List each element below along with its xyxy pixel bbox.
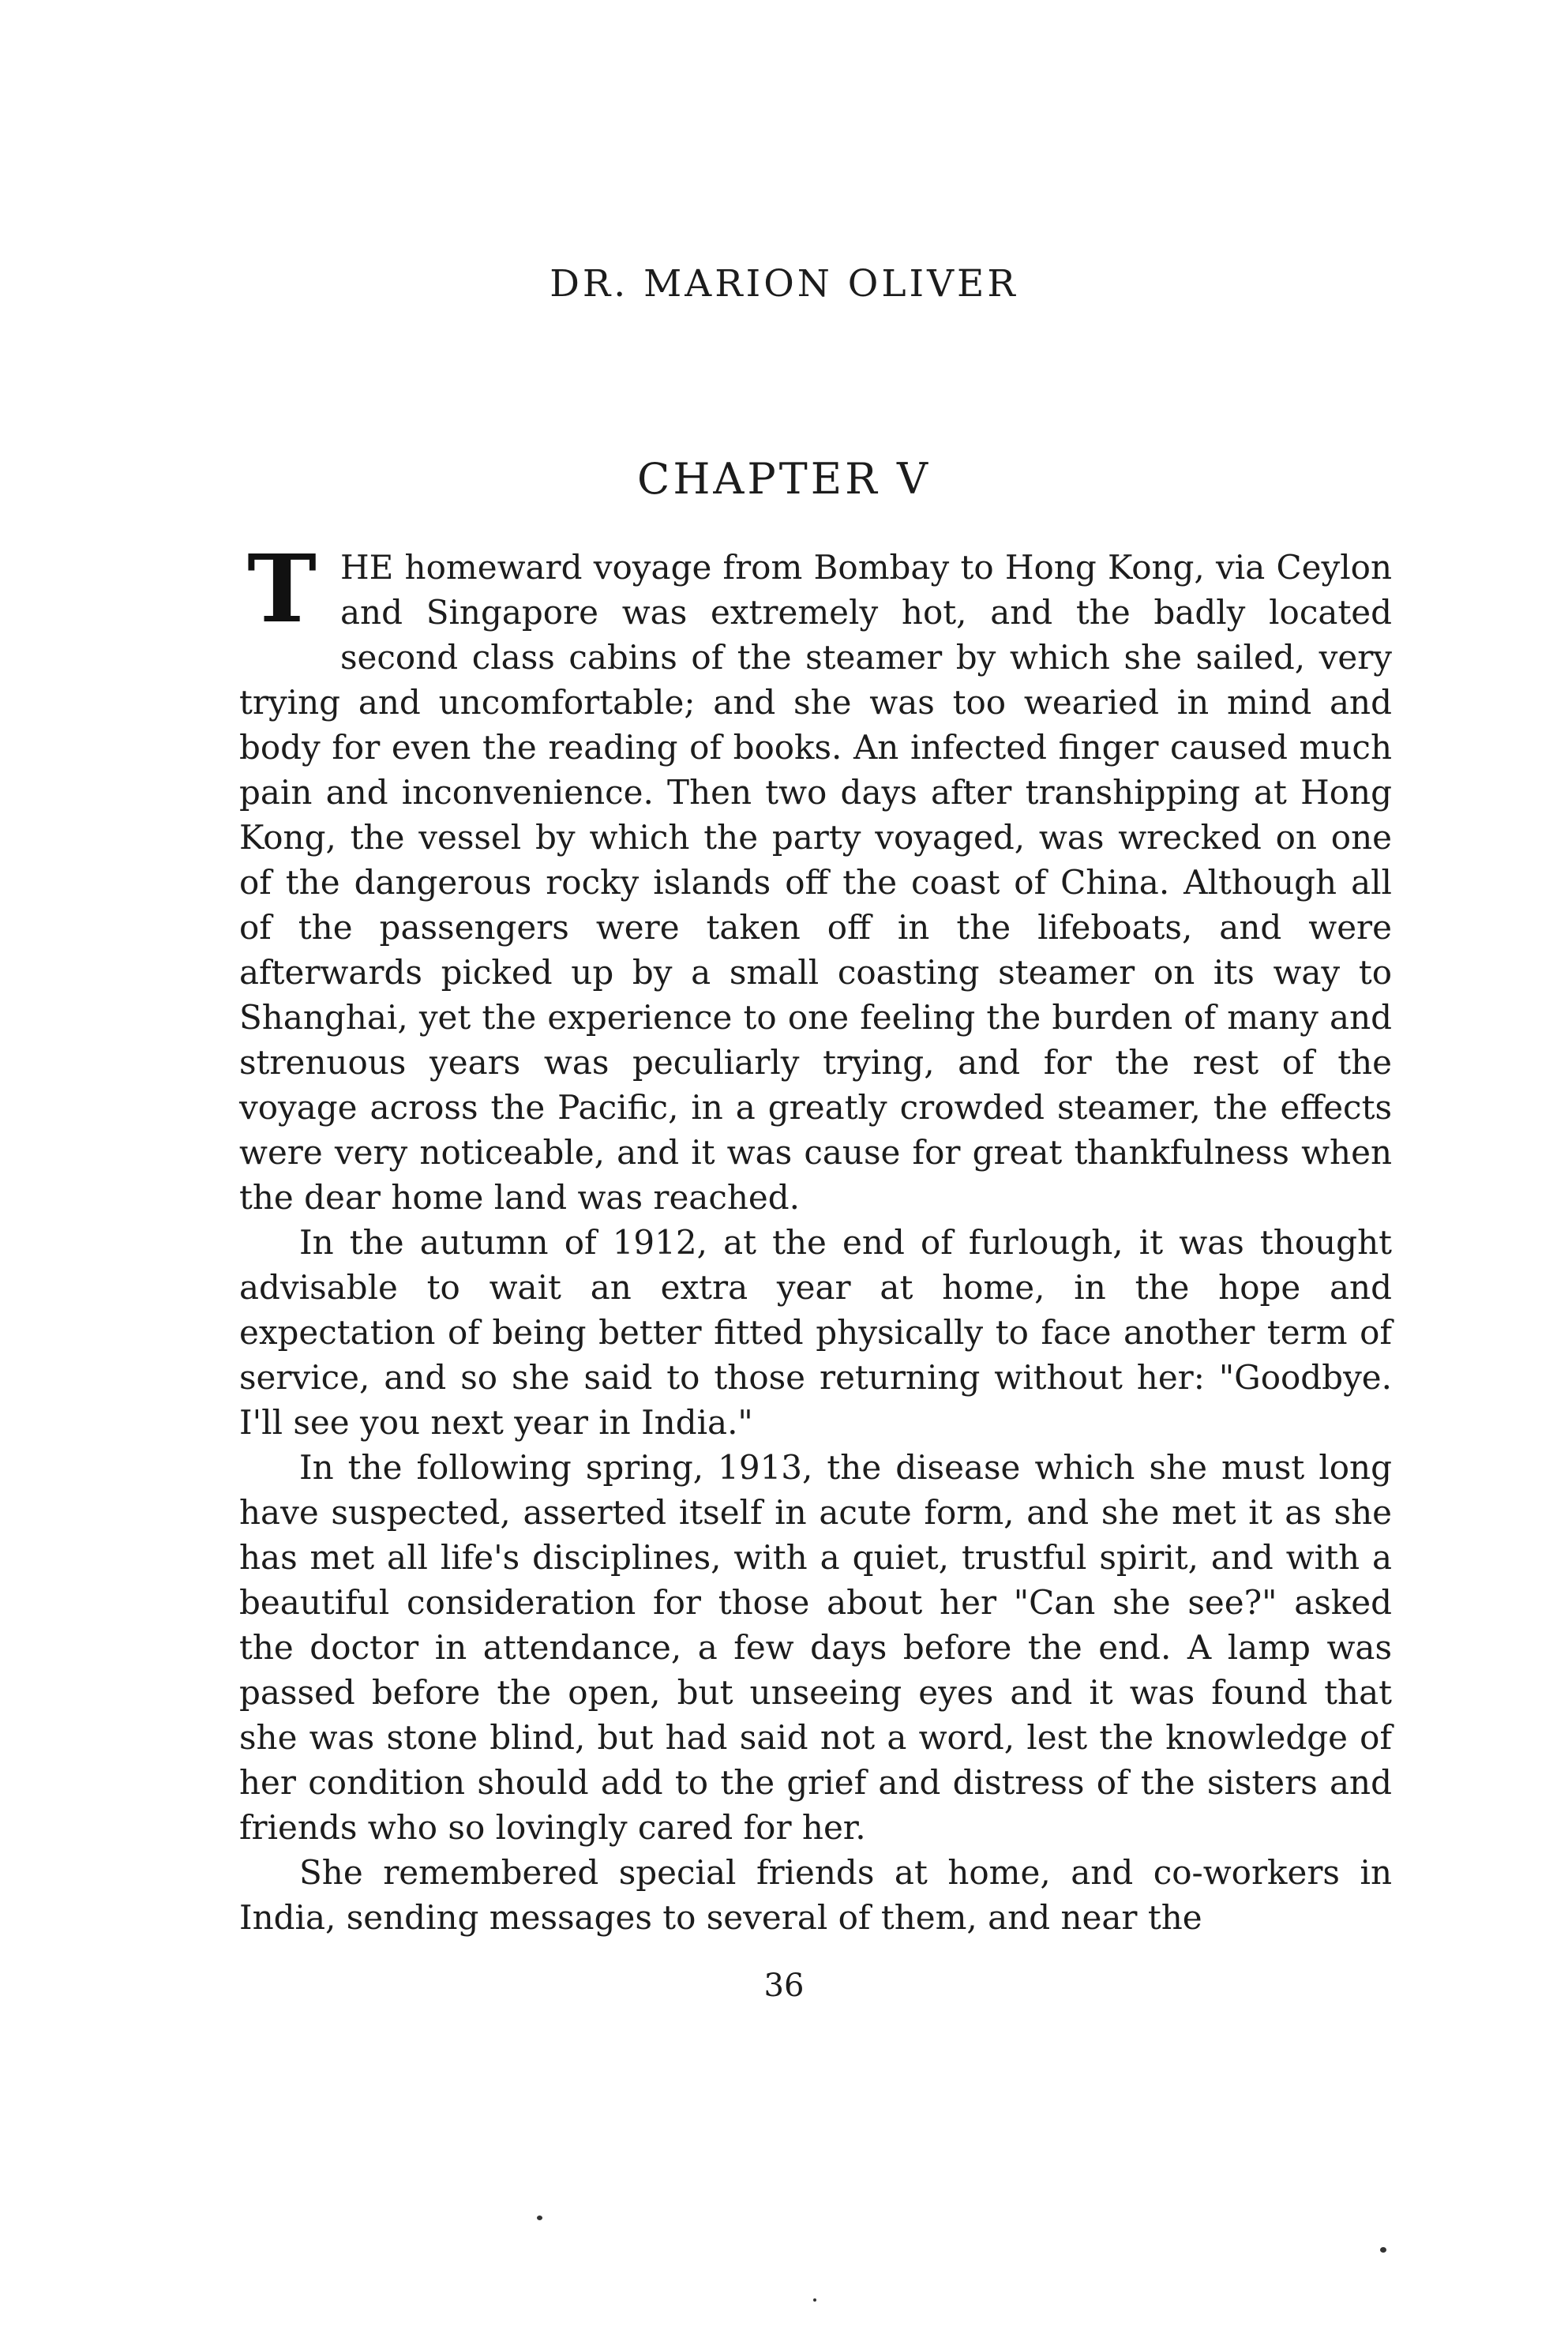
paragraph-1-text: homeward voyage from Bombay to Hong Kong, via Ceylon and Singapore was extremely hot, and the badly located second class cabins of the steamer by which she sailed, very trying and uncomfortable; and she was too wearied in mind and body for even the reading of books. An infected finger caused much pain and inconvenience. Then two days after transhipping at Hong Kong, the vessel by which the party voyaged, was wrecked on one of the dangerous rocky islands off the coast of China. Although all of the passengers were taken off in the lifeboats, and were afterwards picked up by a small coasting steamer on its way to Shanghai, yet the experience to one feeling the burden of many and strenuous years was peculiarly trying, and for the rest of the voyage across the Pacific, in a greatly crowded steamer, the effects were very noticeable, and it was cause for great thankfulness when the dear home land was reached. <box>239 548 1392 1217</box>
paragraph-4: She remembered special friends at home, and co-workers in India, sending messages to several of them, and near the <box>239 1853 1392 1937</box>
scan-speck <box>1380 2247 1386 2253</box>
drop-cap: T <box>247 534 317 643</box>
paragraph-1 <box>239 534 1392 1220</box>
page-number: 36 <box>763 1968 805 2004</box>
paragraph-3: In the following spring, 1913, the disease which she must long have suspected, asserted itself in acute form, and she met it as she has met all life's disciplines, with a quiet, trustful spirit, and with a beautiful consideration for those about her "Can she see?" asked the doctor in attendance, a few days before the end. A lamp was passed before the open, but unseeing eyes and it was found that she was stone blind, but had said not a word, lest the knowledge of her condition should add to the grief and distress of the sisters and friends who so lovingly cared for her. <box>239 1448 1392 1847</box>
body-text <box>239 534 1392 1940</box>
paragraph-2: In the autumn of 1912, at the end of furlough, it was thought advisable to wait an extra year at home, in the hope and expectation of being better fitted physically to face another term of service, and so she said to those returning without her: "Goodbye. I'll see you next year in India." <box>239 1223 1392 1442</box>
paragraph-1-lead-word: HE <box>340 548 394 587</box>
chapter-title: CHAPTER V <box>637 454 931 504</box>
scan-speck <box>537 2216 542 2220</box>
running-head: DR. MARION OLIVER <box>550 262 1018 306</box>
scan-speck <box>813 2298 816 2302</box>
